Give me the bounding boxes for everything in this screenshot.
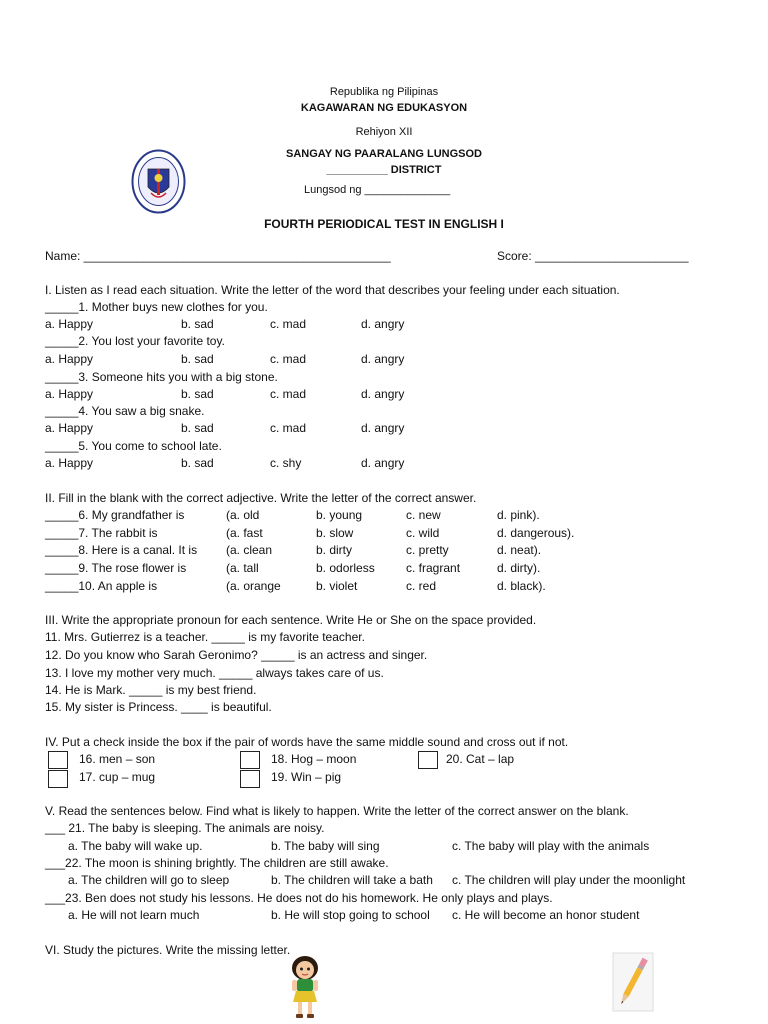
question-item: _____9. The rose flower is	[45, 561, 187, 575]
choice-b: b. The children will take a bath	[271, 873, 433, 887]
choice-a: a. Happy	[45, 317, 94, 331]
choice-b: b. violet	[316, 579, 358, 593]
choice-d: d. pink).	[497, 508, 540, 522]
question-item: _____7. The rabbit is	[45, 526, 158, 540]
girl-picture-icon	[284, 954, 326, 1020]
section5-instruction: V. Read the sentences below. Find what is likely to happen. Write the letter of the correct answer on the blank.	[45, 804, 629, 818]
choice-b: b. He will stop going to school	[271, 908, 430, 922]
list-item: 11. Mrs. Gutierrez is a teacher. _____ is my favorite teacher.	[45, 630, 365, 644]
choice-b: b. sad	[181, 317, 214, 331]
list-item: 13. I love my mother very much. _____ always takes care of us.	[45, 666, 384, 680]
choice-c: c. mad	[270, 421, 307, 435]
answer-checkbox[interactable]	[240, 770, 260, 788]
question-item: _____6. My grandfather is	[45, 508, 185, 522]
choice-c: c. red	[406, 579, 437, 593]
question-item: ___22. The moon is shining brightly. The children are still awake.	[45, 856, 389, 870]
answer-checkbox[interactable]	[240, 751, 260, 769]
choice-c: c. shy	[270, 456, 302, 470]
choice-d: d. dirty).	[497, 561, 541, 575]
header-region: Rehiyon XII	[355, 126, 413, 138]
header-republic: Republika ng Pilipinas	[329, 86, 439, 98]
choice-c: c. wild	[406, 526, 440, 540]
list-item: 14. He is Mark. _____ is my best friend.	[45, 683, 257, 697]
section6-instruction: VI. Study the pictures. Write the missing letter.	[45, 943, 291, 957]
section1-instruction: I. Listen as I read each situation. Write the letter of the word that describes your feeling under each situation.	[45, 283, 620, 297]
choice-d: d. angry	[361, 317, 405, 331]
choice-b: b. sad	[181, 352, 214, 366]
choice-c: c. fragrant	[406, 561, 461, 575]
choice-c: c. He will become an honor student	[452, 908, 640, 922]
choice-a: (a. old	[226, 508, 260, 522]
answer-checkbox[interactable]	[48, 770, 68, 788]
choice-c: c. mad	[270, 317, 307, 331]
choice-a: a. Happy	[45, 456, 94, 470]
list-item: 16. men – son	[79, 752, 156, 766]
choice-a: (a. clean	[226, 543, 273, 557]
list-item: 18. Hog – moon	[271, 752, 357, 766]
choice-c: c. new	[406, 508, 441, 522]
question-item: ___ 21. The baby is sleeping. The animals are noisy.	[45, 821, 325, 835]
choice-b: b. sad	[181, 421, 214, 435]
header-department: KAGAWARAN NG EDUKASYON	[300, 102, 468, 114]
choice-d: d. angry	[361, 456, 405, 470]
choice-a: (a. fast	[226, 526, 263, 540]
question-item: _____4. You saw a big snake.	[45, 404, 205, 418]
list-item: 19. Win – pig	[271, 770, 342, 784]
choice-c: c. The baby will play with the animals	[452, 839, 650, 853]
section2-instruction: II. Fill in the blank with the correct adjective. Write the letter of the correct answer.	[45, 491, 477, 505]
section3-instruction: III. Write the appropriate pronoun for each sentence. Write He or She on the space provided.	[45, 613, 537, 627]
choice-b: b. dirty	[316, 543, 353, 557]
choice-d: d. dangerous).	[497, 526, 575, 540]
choice-d: d. angry	[361, 352, 405, 366]
choice-c: c. mad	[270, 352, 307, 366]
choice-c: c. The children will play under the moonlight	[452, 873, 686, 887]
choice-b: b. sad	[181, 456, 214, 470]
list-item: 20. Cat – lap	[446, 752, 515, 766]
choice-b: b. sad	[181, 387, 214, 401]
question-item: _____8. Here is a canal. It is	[45, 543, 198, 557]
list-item: 12. Do you know who Sarah Geronimo? _____ is an actress and singer.	[45, 648, 428, 662]
page-title: FOURTH PERIODICAL TEST IN ENGLISH I	[264, 217, 504, 231]
choice-b: b. slow	[316, 526, 354, 540]
choice-a: a. The baby will wake up.	[68, 839, 203, 853]
choice-c: c. mad	[270, 387, 307, 401]
name-field: Name: ______________________________________________	[45, 249, 391, 263]
score-field: Score: _______________________	[497, 249, 689, 263]
header-district: __________ DISTRICT	[326, 164, 442, 176]
pencil-picture-icon	[612, 952, 654, 1012]
question-item: _____2. You lost your favorite toy.	[45, 334, 225, 348]
choice-d: d. neat).	[497, 543, 542, 557]
header-city: Lungsod ng ______________	[304, 184, 451, 196]
choice-d: d. angry	[361, 421, 405, 435]
choice-a: a. Happy	[45, 387, 94, 401]
answer-checkbox[interactable]	[48, 751, 68, 769]
choice-a: (a. orange	[226, 579, 281, 593]
question-item: _____1. Mother buys new clothes for you.	[45, 300, 268, 314]
choice-b: b. young	[316, 508, 363, 522]
choice-a: (a. tall	[226, 561, 259, 575]
choice-b: b. odorless	[316, 561, 375, 575]
question-item: _____3. Someone hits you with a big stone.	[45, 370, 278, 384]
header-division: SANGAY NG PAARALANG LUNGSOD	[286, 148, 482, 160]
choice-a: a. He will not learn much	[68, 908, 200, 922]
answer-checkbox[interactable]	[418, 751, 438, 769]
choice-b: b. The baby will sing	[271, 839, 380, 853]
choice-a: a. The children will go to sleep	[68, 873, 230, 887]
list-item: 15. My sister is Princess. ____ is beautiful.	[45, 700, 272, 714]
choice-a: a. Happy	[45, 352, 94, 366]
choice-c: c. pretty	[406, 543, 449, 557]
choice-a: a. Happy	[45, 421, 94, 435]
question-item: ___23. Ben does not study his lessons. He does not do his homework. He only plays and plays.	[45, 891, 553, 905]
choice-d: d. black).	[497, 579, 546, 593]
list-item: 17. cup – mug	[79, 770, 156, 784]
section4-instruction: IV. Put a check inside the box if the pair of words have the same middle sound and cross out if not.	[45, 735, 569, 749]
question-item: _____5. You come to school late.	[45, 439, 222, 453]
question-item: _____10. An apple is	[45, 579, 158, 593]
choice-d: d. angry	[361, 387, 405, 401]
